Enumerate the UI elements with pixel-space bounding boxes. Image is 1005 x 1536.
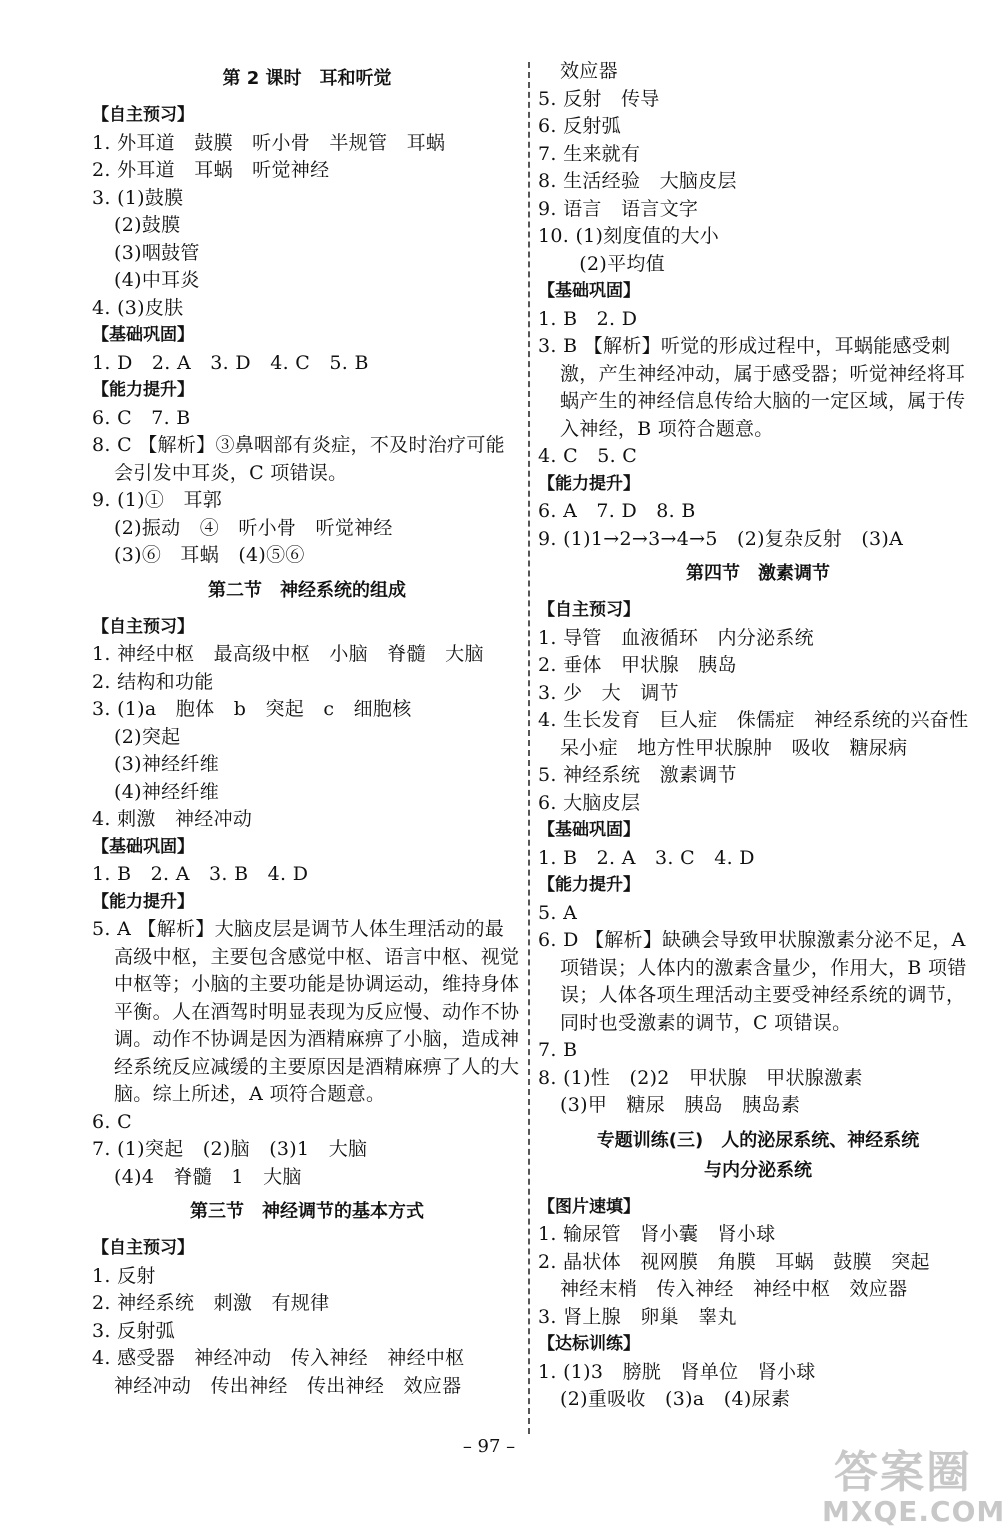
section-heading: 第四节 激素调节 (686, 563, 830, 584)
subsection-label: 【图片速填】 (538, 1196, 640, 1217)
answer-line: (2)突起 (114, 725, 181, 748)
answer-line: (2)平均值 (560, 252, 666, 275)
answer-explanation: 8. C 【解析】③鼻咽部有炎症，不及时治疗可能会引发中耳炎，C 项错误。 (92, 434, 505, 484)
answer-line: 1. 神经中枢 最高级中枢 小脑 脊髓 大脑 (92, 643, 484, 665)
answer-line: (2)重吸收 (3)a (4)尿素 (560, 1388, 791, 1410)
answer-line: (3)神经纤维 (114, 753, 220, 775)
answer-line: 5. A (538, 901, 578, 924)
subsection-label: 【基础巩固】 (538, 281, 640, 301)
subsection-label: 【自主预习】 (92, 1238, 194, 1258)
answer-line: 2. 垂体 甲状腺 胰岛 (538, 654, 737, 676)
subsection-label: 【自主预习】 (92, 616, 194, 637)
watermark-text-top: 答案圈 (834, 1447, 972, 1498)
answer-explanation: 4. 生长发育 巨人症 侏儒症 神经系统的兴奋性 呆小症 地方性甲状腺肿 吸收 糖尿病 (538, 709, 988, 759)
answer-explanation: 5. A 【解析】大脑皮层是调节人体生理活动的最高级中枢，主要包含感觉中枢、语言中枢、视觉中枢等；小脑的主要功能是协调运动，维持身体平衡。人在酒驾时明显表现为反应慢、动作不协调。动作不协调是因为酒精麻痹了小脑，造成神经系统反应减缓的主要原因是酒精麻痹了人的大脑。综上所述，A 项符合题意。 (92, 918, 520, 1105)
answer-line: 1. 导管 血液循环 内分泌系统 (538, 626, 814, 649)
watermark-logo (822, 1447, 1005, 1532)
answer-explanation: 6. D 【解析】缺碘会导致甲状腺激素分泌不足，A 项错误；人体内的激素含量少，作用大，B 项错误；人体各项生理活动主要受神经系统的调节，同时也受激素的调节，C 项错误。 (538, 929, 967, 1034)
section-heading: 第三节 神经调节的基本方式 (190, 1201, 424, 1222)
column-divider (528, 62, 530, 1434)
answer-line: 8. (1)性 (2)2 甲状腺 甲状腺激素 (538, 1066, 863, 1089)
subsection-label: 【基础巩固】 (92, 836, 194, 857)
subsection-label: 【能力提升】 (538, 875, 640, 895)
answer-line: (2)鼓膜 (114, 214, 181, 236)
answer-line: 3. 肾上腺 卵巢 睾丸 (538, 1305, 737, 1328)
section-heading (538, 1126, 978, 1186)
page-number: – 97 – (462, 1436, 516, 1457)
answer-line: 4. (3)皮肤 (92, 296, 184, 319)
answer-line: (2)振动 ④ 听小骨 听觉神经 (114, 516, 393, 539)
subsection-label: 【基础巩固】 (92, 325, 194, 345)
answer-line: 9. (1)① 耳郭 (92, 489, 223, 511)
answer-line: 1. 反射 (92, 1264, 156, 1287)
answer-line: 7. B (538, 1039, 578, 1061)
subsection-label: 【能力提升】 (538, 473, 640, 494)
subsection-label: 【基础巩固】 (538, 820, 640, 840)
answer-line: 6. C 7. B (92, 406, 191, 429)
answer-line: 1. B 2. A 3. B 4. D (92, 863, 309, 885)
right-column (538, 58, 988, 1414)
answer-line: 7. (1)突起 (2)脑 (3)1 大脑 (92, 1138, 368, 1160)
subsection-label: 【达标训练】 (538, 1334, 640, 1354)
answer-line: 4. 感受器 神经冲动 传入神经 神经中枢 (92, 1347, 465, 1369)
answer-line: (4)4 脊髓 1 大脑 (114, 1165, 302, 1188)
answer-line: (3)甲 糖尿 胰岛 胰岛素 (560, 1094, 801, 1116)
answer-line: 9. (1)1→2→3→4→5 (2)复杂反射 (3)A (538, 527, 904, 550)
answer-line: 7. 生来就有 (538, 142, 641, 165)
answer-line: 5. 神经系统 激素调节 (538, 764, 737, 786)
answer-line: 4. C 5. C (538, 445, 638, 467)
answer-line: 6. 反射弧 (538, 115, 621, 137)
answer-line: 8. 生活经验 大脑皮层 (538, 170, 737, 192)
answer-line: 3. 反射弧 (92, 1319, 175, 1342)
subsection-label: 【能力提升】 (92, 380, 194, 400)
answer-line: 效应器 (560, 60, 618, 82)
answer-line: 6. C (92, 1110, 132, 1133)
subsection-label: 【自主预习】 (92, 105, 194, 125)
answer-line: (3)⑥ 耳蜗 (4)⑤⑥ (114, 544, 305, 566)
answer-line: 1. B 2. A 3. C 4. D (538, 846, 755, 869)
subsection-label: 【自主预习】 (538, 600, 640, 620)
answer-line: 2. 神经系统 刺激 有规律 (92, 1292, 330, 1314)
answer-line: 3. (1)鼓膜 (92, 186, 184, 209)
answer-line: 1. D 2. A 3. D 4. C 5. B (92, 351, 369, 374)
answer-line: 2. 晶状体 视网膜 角膜 耳蜗 鼓膜 突起 (538, 1250, 930, 1273)
section-heading-line2: 与内分泌系统 (704, 1159, 812, 1181)
answer-line: (3)咽鼓管 (114, 241, 200, 264)
answer-line: (4)中耳炎 (114, 269, 200, 291)
answer-line: 3. 少 大 调节 (538, 681, 679, 704)
answer-line: 3. (1)a 胞体 b 突起 c 细胞核 (92, 698, 412, 720)
answer-line: 1. 输尿管 肾小囊 肾小球 (538, 1223, 776, 1245)
answer-line: 9. 语言 语言文字 (538, 197, 699, 220)
answer-line: 4. 刺激 神经冲动 (92, 808, 253, 830)
section-heading: 第二节 神经系统的组成 (208, 579, 406, 601)
answer-line: 5. 反射 传导 (538, 87, 660, 110)
watermark-text-bottom: MXQE.COM (822, 1495, 1005, 1528)
answer-line: 神经末梢 传入神经 神经中枢 效应器 (560, 1278, 908, 1300)
answer-line: (4)神经纤维 (114, 780, 220, 803)
answer-line: 2. 结构和功能 (92, 670, 214, 693)
answer-line: 2. 外耳道 耳蜗 听觉神经 (92, 159, 330, 181)
answer-line: 1. (1)3 膀胱 肾单位 肾小球 (538, 1360, 816, 1383)
answer-line: 10. (1)刻度值的大小 (538, 225, 720, 247)
left-column (92, 58, 522, 1400)
subsection-label: 【能力提升】 (92, 891, 194, 912)
answer-line: 6. A 7. D 8. B (538, 500, 696, 522)
answer-explanation: 3. B 【解析】听觉的形成过程中，耳蜗能感受刺激，产生神经冲动，属于感受器；听觉神经将耳蜗产生的神经信息传给大脑的一定区域，属于传入神经，B 项符合题意。 (538, 335, 966, 440)
answer-line: 1. B 2. D (538, 307, 638, 330)
answer-line: 神经冲动 传出神经 传出神经 效应器 (114, 1374, 462, 1397)
section-heading-line1: 专题训练(三) 人的泌尿系统、神经系统 (596, 1129, 920, 1151)
section-heading: 第 2 课时 耳和听觉 (222, 68, 392, 89)
answer-line: 1. 外耳道 鼓膜 听小骨 半规管 耳蜗 (92, 131, 446, 154)
answer-line: 6. 大脑皮层 (538, 791, 641, 814)
